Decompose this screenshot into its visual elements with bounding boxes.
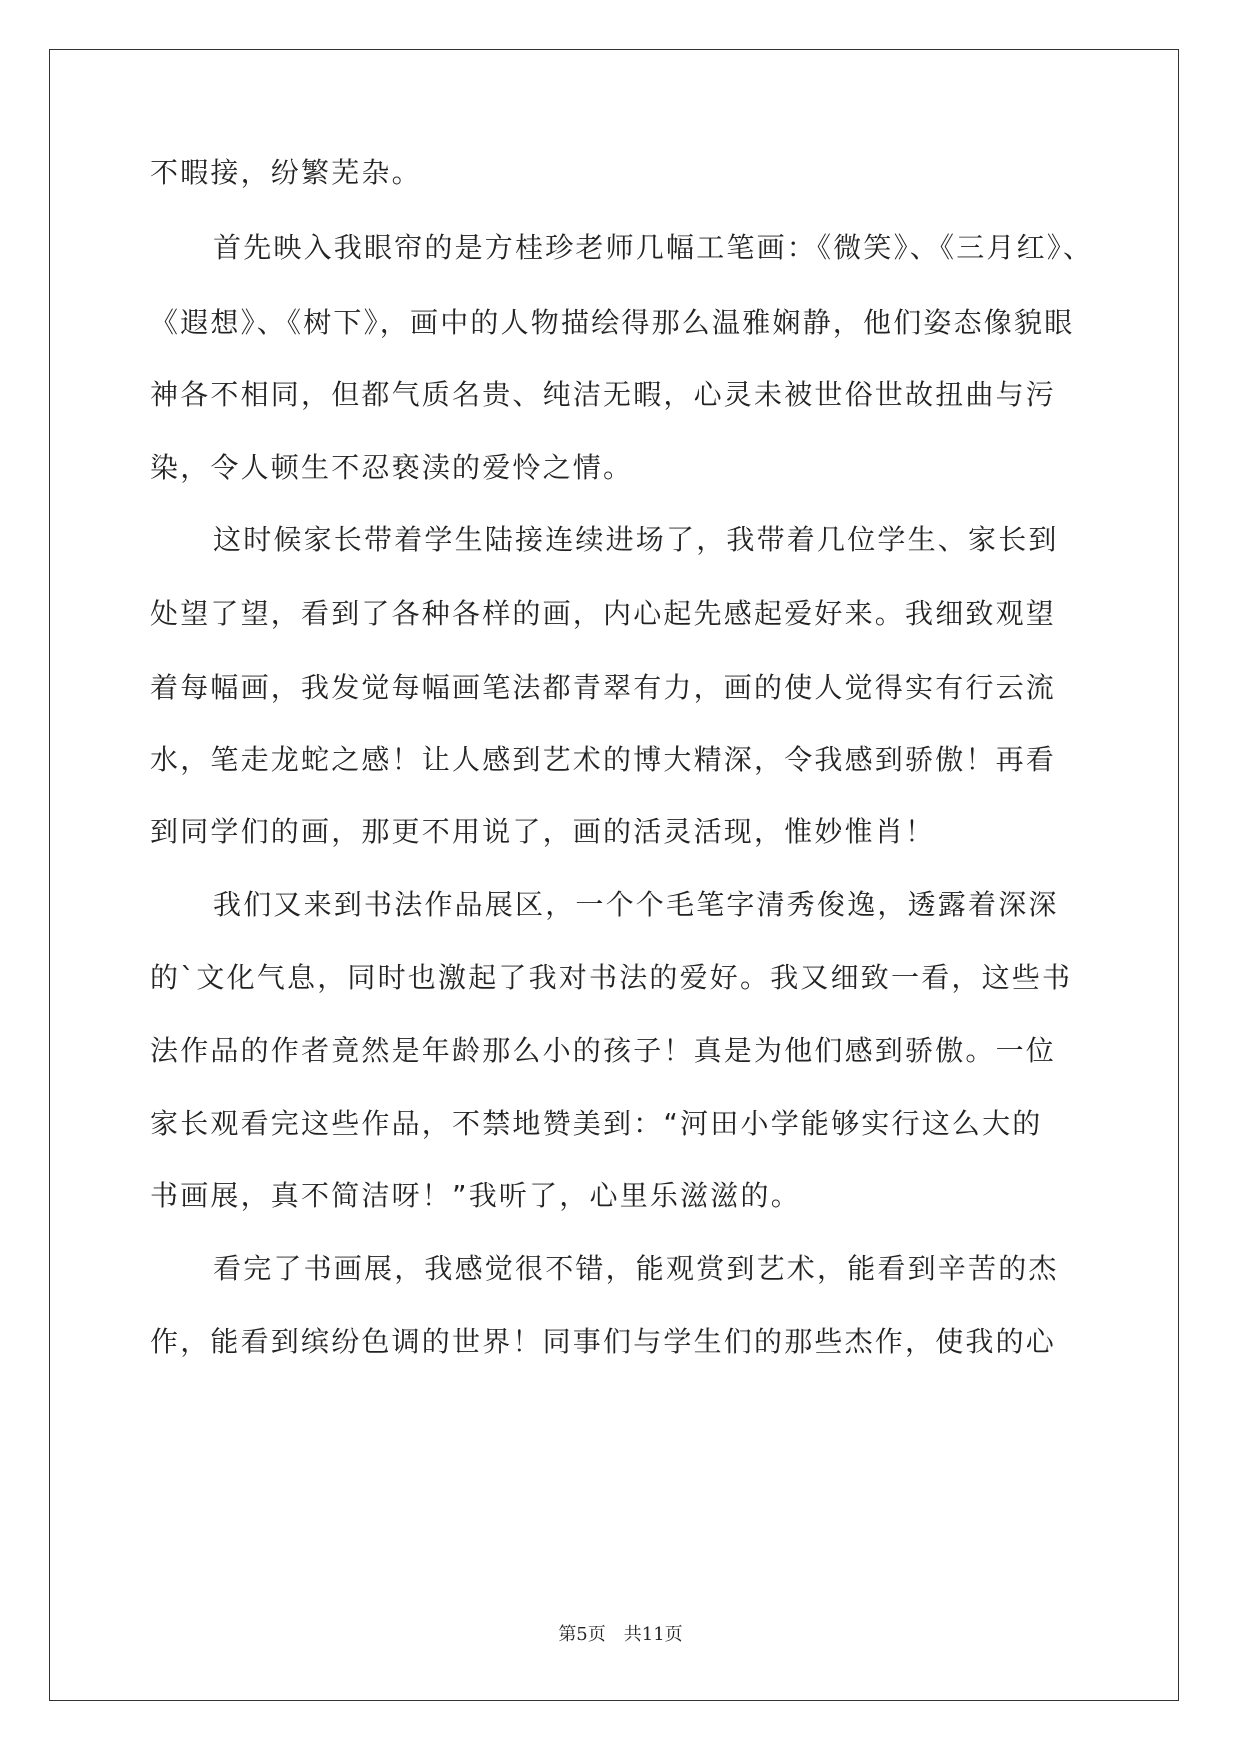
text-line: 水，笔走龙蛇之感！让人感到艺术的博大精深，令我感到骄傲！再看 [150, 743, 1057, 776]
text-line: 法作品的作者竟然是年龄那么小的孩子！真是为他们感到骄傲。一位 [150, 1034, 1057, 1067]
page-footer [0, 1620, 1241, 1646]
text-line: 染，令人顿生不忍亵渎的爱怜之情。 [150, 451, 634, 484]
text-line: 书画展，真不简洁呀！”我听了，心里乐滋滋的。 [150, 1179, 801, 1212]
text-line: 处望了望，看到了各种各样的画，内心起先感起爱好来。我细致观望 [150, 597, 1057, 630]
paragraph-start-line: 首先映入我眼帘的是方桂珍老师几幅工笔画：《微笑》、《三月红》、 [213, 231, 1094, 264]
text-line: 不暇接，纷繁芜杂。 [150, 156, 422, 189]
text-line: 的`文化气息，同时也激起了我对书法的爱好。我又细致一看，这些书 [150, 961, 1073, 994]
paragraph-start-line: 看完了书画展，我感觉很不错，能观赏到艺术，能看到辛苦的杰 [213, 1252, 1059, 1285]
paragraph-start-line: 这时候家长带着学生陆接连续进场了，我带着几位学生、家长到 [213, 523, 1059, 556]
text-line: 作，能看到缤纷色调的世界！同事们与学生们的那些杰作，使我的心 [150, 1325, 1057, 1358]
page-border [49, 49, 1179, 1701]
total-pages: 共11页 [623, 1624, 683, 1645]
text-line: 《遐想》、《树下》，画中的人物描绘得那么温雅娴静，他们姿态像貌眼 [150, 306, 1075, 339]
text-line: 家长观看完这些作品，不禁地赞美到：“河田小学能够实行这么大的 [150, 1107, 1043, 1140]
text-line: 到同学们的画，那更不用说了，画的活灵活现，惟妙惟肖！ [150, 815, 936, 848]
text-line: 着每幅画，我发觉每幅画笔法都青翠有力，画的使人觉得实有行云流 [150, 671, 1057, 704]
paragraph-start-line: 我们又来到书法作品展区，一个个毛笔字清秀俊逸，透露着深深 [213, 888, 1059, 921]
page-number: 第5页 [558, 1624, 606, 1645]
text-line: 神各不相同，但都气质名贵、纯洁无暇，心灵未被世俗世故扭曲与污 [150, 378, 1057, 411]
